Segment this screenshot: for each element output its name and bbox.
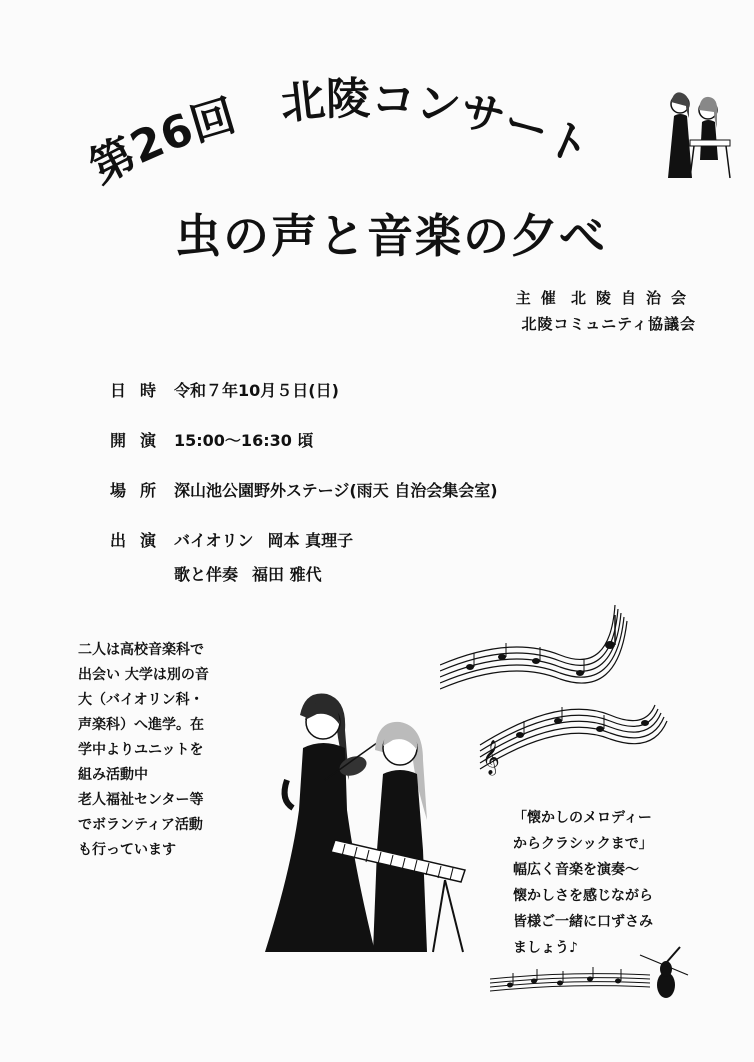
- organizer-primary: 北陵自治会: [570, 289, 696, 307]
- performer-name: 岡本 真理子: [267, 531, 354, 550]
- message-line: からクラシックまで」: [513, 836, 653, 852]
- music-staff-illustration: [440, 595, 680, 785]
- bio-line: 声楽科）へ進学。在: [78, 717, 204, 733]
- detail-datetime: [110, 378, 498, 401]
- organizer-secondary: 北陵コミュニティ協議会: [521, 315, 696, 333]
- concert-subtitle: 虫の声と音楽の夕べ: [175, 209, 607, 263]
- bio-line: も行っています: [78, 842, 176, 858]
- program-message: [513, 805, 713, 961]
- bio-line: 二人は高校音楽科で: [78, 642, 204, 658]
- organizer-row: [516, 285, 696, 311]
- event-details: [110, 378, 498, 623]
- title-edition: 第26回: [81, 90, 242, 194]
- bottom-staff-violin-illustration: [490, 945, 690, 1005]
- svg-text:𝄞: 𝄞: [482, 740, 500, 775]
- message-line: 懐かしさを感じながら: [513, 888, 653, 904]
- message-line: ましょう♪: [513, 940, 578, 956]
- detail-label: 開演: [110, 431, 171, 450]
- performer-line: [174, 562, 353, 585]
- bio-line: 大（バイオリン科・: [78, 692, 204, 708]
- duo-illustration-small: [660, 88, 732, 183]
- detail-start: [110, 428, 498, 451]
- message-line: 皆様ご一緒に口ずさみ: [513, 914, 653, 930]
- title-name: 北陵コンサート: [278, 73, 599, 176]
- message-line: 幅広く音楽を演奏～: [513, 862, 639, 878]
- concert-title-text: [82, 73, 598, 193]
- performers-list: [174, 528, 353, 596]
- performer-name: 福田 雅代: [252, 565, 322, 584]
- bio-line: 組み活動中: [78, 767, 148, 783]
- performer-role: バイオリン: [174, 531, 254, 550]
- detail-label: 場所: [110, 481, 171, 500]
- detail-value: 15:00～16:30 頃: [174, 431, 314, 450]
- performer-role: 歌と伴奏: [174, 565, 239, 584]
- detail-value: 深山池公園野外ステージ(雨天 自治会集会室): [174, 481, 498, 500]
- bio-line: でボランティア活動: [78, 817, 203, 833]
- bio-line: 老人福祉センター等: [78, 792, 204, 808]
- detail-venue: [110, 478, 498, 501]
- detail-label: 日時: [110, 381, 171, 400]
- duo-performers-illustration: [265, 690, 475, 970]
- bio-line: 学中よりユニットを: [78, 742, 204, 758]
- detail-value: 令和７年10月５日(日): [174, 381, 339, 400]
- detail-performers: [110, 528, 498, 596]
- performer-line: [174, 528, 353, 551]
- organizer-label: 主催: [515, 289, 566, 307]
- performers-bio: [78, 638, 253, 863]
- organizer-block: [516, 285, 696, 337]
- concert-title: [60, 55, 680, 205]
- message-line: 「懐かしのメロディー: [513, 810, 652, 826]
- bio-line: 出会い 大学は別の音: [78, 667, 209, 683]
- detail-label: 出演: [110, 531, 171, 550]
